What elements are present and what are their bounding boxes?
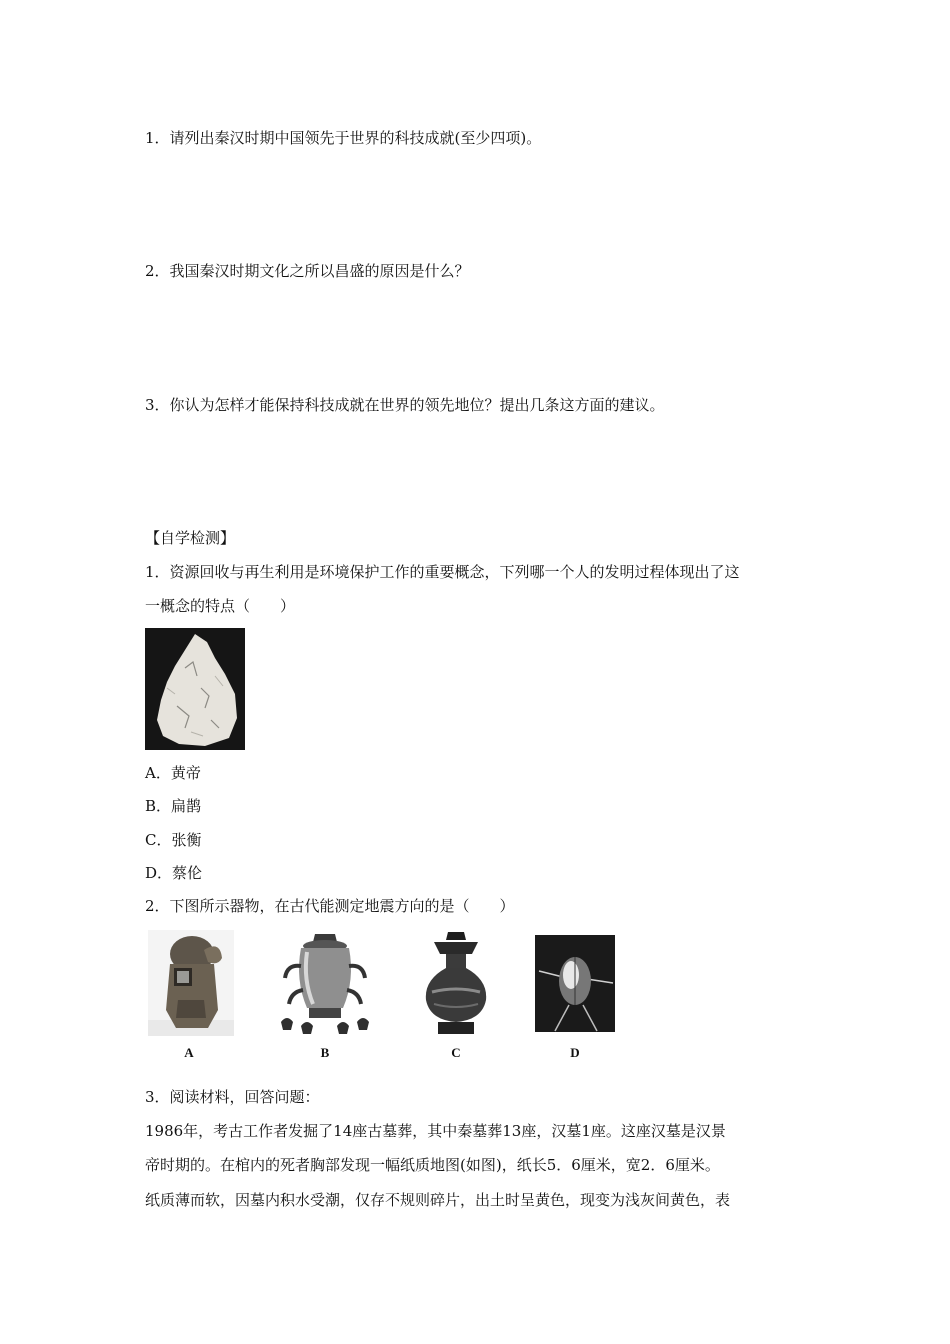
option-d: D．蔡伦 — [145, 864, 203, 882]
artifact-a-image — [148, 930, 234, 1036]
label-d: D — [570, 1045, 580, 1060]
label-a: A — [184, 1045, 194, 1060]
paper-fragment-image — [145, 628, 245, 750]
artifact-b-seismoscope-image — [273, 930, 378, 1038]
question-1: 1．请列出秦汉时期中国领先于世界的科技成就(至少四项)。 — [145, 129, 542, 147]
item-2-text: 2．下图所示器物，在古代能测定地震方向的是（ ） — [145, 897, 515, 915]
option-a: A．黄帝 — [145, 764, 201, 782]
item-1-line-2: 一概念的特点（ ） — [145, 597, 296, 615]
artifact-c-image — [418, 930, 494, 1036]
label-c: C — [451, 1045, 461, 1060]
question-2: 2．我国秦汉时期文化之所以昌盛的原因是什么？ — [145, 262, 470, 280]
item-3-intro: 3．阅读材料，回答问题： — [145, 1088, 320, 1106]
item-1-line-1: 1．资源回收与再生利用是环境保护工作的重要概念，下列哪一个人的发明过程体现出了这 — [145, 563, 740, 581]
question-3: 3．你认为怎样才能保持科技成就在世界的领先地位？提出几条这方面的建议。 — [145, 396, 665, 414]
item-3-line-3: 纸质薄而软，因墓内积水受潮，仅存不规则碎片，出土时呈黄色，现变为浅灰间黄色，表 — [145, 1191, 731, 1209]
item-3-line-1: 1986年，考古工作者发掘了14座古墓葬，其中秦墓葬13座，汉墓1座。这座汉墓是汉景 — [145, 1122, 726, 1140]
section-heading: 【自学检测】 — [145, 529, 236, 547]
option-c: C．张衡 — [145, 831, 202, 849]
option-b: B．扁鹊 — [145, 797, 202, 815]
label-b: B — [320, 1045, 330, 1060]
item-3-line-2: 帝时期的。在棺内的死者胸部发现一幅纸质地图(如图)，纸长5．6厘米，宽2．6厘米。 — [145, 1156, 720, 1174]
artifact-d-image — [535, 935, 615, 1032]
